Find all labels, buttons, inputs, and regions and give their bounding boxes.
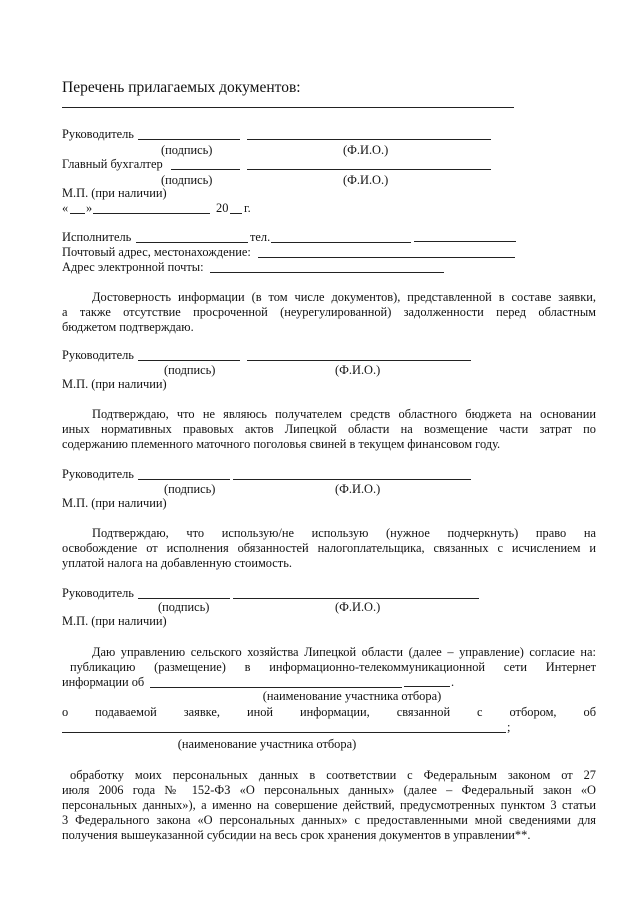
vat-line-3: уплатой налога на добавленную стоимость. bbox=[62, 556, 292, 570]
sign-caption: (подпись) bbox=[161, 173, 213, 187]
address-label: Почтовый адрес, местонахождение: bbox=[62, 245, 251, 259]
name-caption: (Ф.И.О.) bbox=[335, 600, 381, 614]
head-sign-line bbox=[138, 360, 240, 361]
head-name-line bbox=[247, 139, 491, 140]
sign-caption: (подпись) bbox=[161, 143, 213, 157]
seal-note: М.П. (при наличии) bbox=[62, 614, 167, 628]
address-line bbox=[258, 257, 515, 258]
head-sign-line bbox=[138, 598, 230, 599]
processing-line-5: получения вышеуказанной субсидии на весь срок хранения документов в управлении**. bbox=[62, 828, 531, 842]
date-quote-close: » bbox=[86, 201, 93, 215]
reliability-line-1: Достоверность информации (в том числе документов), представленной в составе заявки, bbox=[92, 290, 596, 304]
email-line bbox=[210, 272, 444, 273]
name-caption: (Ф.И.О.) bbox=[335, 363, 381, 377]
processing-line-3: персональных данных»), а именно на совершение действий, предусмотренных пунктом 3 статьи bbox=[62, 798, 596, 812]
name-caption: (Ф.И.О.) bbox=[343, 143, 389, 157]
vat-line-2: освобождение от исполнения обязанностей налогоплательщика, связанных с исчислением и bbox=[62, 541, 596, 555]
reliability-line-3: бюджетом подтверждаю. bbox=[62, 320, 194, 334]
consent-line-5-suffix: ; bbox=[507, 720, 511, 734]
processing-line-2: июля 2006 года № 152-ФЗ «О персональных данных» (далее – Федеральный закон «О bbox=[62, 783, 596, 797]
sign-caption: (подпись) bbox=[158, 600, 210, 614]
phone-line-bold bbox=[414, 241, 516, 242]
executor-line bbox=[136, 242, 248, 243]
sign-caption: (подпись) bbox=[164, 363, 216, 377]
date-suffix: г. bbox=[244, 201, 251, 215]
not-recipient-line-1: Подтверждаю, что не являюсь получателем средств областного бюджета на основании bbox=[92, 407, 596, 421]
processing-line-1: обработку моих персональных данных в соответствии с Федеральным законом от 27 bbox=[70, 768, 596, 782]
reliability-line-2: а также отсутствие просроченной (неурегулированной) задолженности перед областным bbox=[62, 305, 596, 319]
head-label: Руководитель bbox=[62, 127, 134, 141]
attachments-line bbox=[62, 107, 514, 108]
date-month-line bbox=[93, 213, 210, 214]
participant-line-1-bold bbox=[404, 686, 450, 687]
seal-note: М.П. (при наличии) bbox=[62, 377, 167, 391]
participant-line-1 bbox=[150, 687, 402, 688]
head-label: Руководитель bbox=[62, 467, 134, 481]
consent-info-label: информации об bbox=[62, 675, 145, 689]
not-recipient-line-2: иных нормативных правовых актов Липецкой области на возмещение части затрат по bbox=[62, 422, 596, 436]
name-caption: (Ф.И.О.) bbox=[335, 482, 381, 496]
head-name-line bbox=[233, 598, 479, 599]
date-day-line bbox=[70, 213, 85, 214]
seal-note: М.П. (при наличии) bbox=[62, 186, 167, 200]
head-name-line bbox=[233, 479, 471, 480]
vat-line-1: Подтверждаю, что использую/не использую (нужное подчеркнуть) право на bbox=[92, 526, 596, 540]
head-label: Руководитель bbox=[62, 586, 134, 600]
participant-line-2 bbox=[62, 732, 506, 733]
processing-line-4: 3 Федерального закона «О персональных данных» с предоставленными мной сведениями для bbox=[62, 813, 596, 827]
date-quote-open: « bbox=[62, 201, 69, 215]
date-year: 20 bbox=[216, 201, 229, 215]
name-caption: (Ф.И.О.) bbox=[343, 173, 389, 187]
not-recipient-line-3: содержанию племенного маточного поголовья свиней в текущем финансовом году. bbox=[62, 437, 501, 451]
accountant-sign-line bbox=[171, 169, 240, 170]
consent-line-2: публикацию (размещение) в информационно-телекоммуникационной сети Интернет bbox=[70, 660, 596, 674]
head-sign-line bbox=[138, 479, 230, 480]
email-label: Адрес электронной почты: bbox=[62, 260, 204, 274]
consent-line-1: Даю управлению сельского хозяйства Липецкой области (далее – управление) согласие на: bbox=[92, 645, 596, 659]
head-name-line bbox=[247, 360, 471, 361]
head-label: Руководитель bbox=[62, 348, 134, 362]
seal-note: М.П. (при наличии) bbox=[62, 496, 167, 510]
page-title: Перечень прилагаемых документов: bbox=[62, 79, 301, 96]
head-sign-line bbox=[138, 139, 240, 140]
accountant-label: Главный бухгалтер bbox=[62, 157, 163, 171]
participant-caption: (наименование участника отбора) bbox=[177, 737, 357, 751]
date-year-line bbox=[230, 213, 242, 214]
phone-line bbox=[271, 242, 411, 243]
participant-caption: (наименование участника отбора) bbox=[262, 689, 442, 703]
sign-caption: (подпись) bbox=[164, 482, 216, 496]
executor-label: Исполнитель bbox=[62, 230, 132, 244]
phone-label: тел. bbox=[250, 230, 271, 244]
consent-line-4: о подаваемой заявке, иной информации, связанной с отбором, об bbox=[62, 705, 596, 719]
accountant-name-line bbox=[247, 169, 491, 170]
consent-info-suffix: . bbox=[451, 675, 455, 689]
